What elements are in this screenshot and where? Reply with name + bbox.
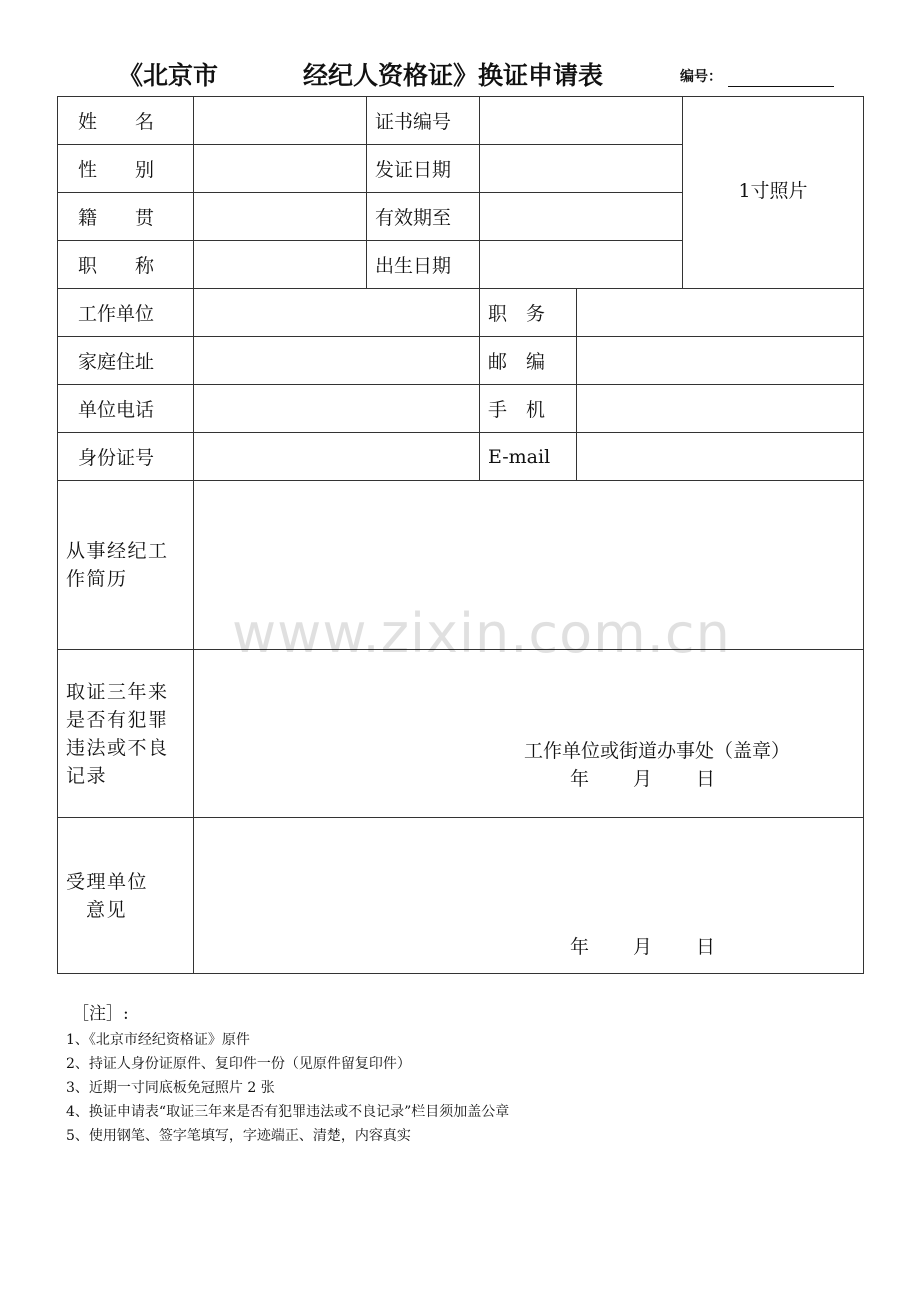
label-resume: 从事经纪工作简历 [58, 481, 194, 650]
application-form-table [57, 96, 864, 974]
label-postcode: 邮 编 [480, 337, 577, 385]
row-acceptance [58, 818, 864, 974]
row-work-unit [58, 289, 864, 337]
note-item-1: 1、《北京市经纪资格证》原件 [66, 1032, 250, 1048]
row-record [58, 650, 864, 818]
label-title-rank: 职 称 [58, 241, 194, 289]
acceptance-month-label: 月 [633, 936, 653, 958]
note-item-4: 4、换证申请表“取证三年来是否有犯罪违法或不良记录”栏目须加盖公章 [66, 1104, 510, 1120]
label-gender: 性 别 [58, 145, 194, 193]
acceptance-date [570, 932, 715, 959]
input-acceptance[interactable] [194, 818, 864, 974]
label-home-address: 家庭住址 [58, 337, 194, 385]
label-name: 姓 名 [58, 97, 194, 145]
record-date [570, 764, 715, 791]
note-item-5: 5、使用钢笔、签字笔填写，字迹端正、清楚，内容真实 [66, 1128, 411, 1144]
input-unit-phone[interactable] [194, 385, 480, 433]
record-year-label: 年 [570, 768, 590, 790]
input-record[interactable] [194, 650, 864, 818]
photo-label: 1寸照片 [738, 180, 808, 202]
input-id-number[interactable] [194, 433, 480, 481]
input-native-place[interactable] [194, 193, 367, 241]
label-acceptance [58, 818, 194, 974]
input-gender[interactable] [194, 145, 367, 193]
label-valid-until: 有效期至 [367, 193, 480, 241]
title-part-1: 《北京市 [118, 61, 219, 90]
note-item-3: 3、近期一寸同底板免冠照片 2 张 [66, 1080, 275, 1096]
stamp-label: 工作单位或街道办事处（盖章） [524, 740, 791, 762]
label-unit-phone: 单位电话 [58, 385, 194, 433]
title-part-2: 经纪人资格证》换证申请表 [303, 61, 604, 90]
label-email: E-mail [480, 433, 577, 481]
row-unit-phone [58, 385, 864, 433]
acceptance-year-label: 年 [570, 936, 590, 958]
number-label: 编号： [680, 69, 722, 85]
input-valid-until[interactable] [480, 193, 683, 241]
acceptance-label-line-2: 意见 [86, 898, 128, 921]
input-home-address[interactable] [194, 337, 480, 385]
input-title-rank[interactable] [194, 241, 367, 289]
label-record: 取证三年来是否有犯罪违法或不良记录 [58, 650, 194, 818]
note-item-2: 2、持证人身份证原件、复印件一份（见原件留复印件） [66, 1056, 411, 1072]
input-name[interactable] [194, 97, 367, 145]
label-cert-no: 证书编号 [367, 97, 480, 145]
input-mobile[interactable] [577, 385, 864, 433]
number-blank[interactable] [728, 86, 834, 87]
label-id-number: 身份证号 [58, 433, 194, 481]
acceptance-day-label: 日 [696, 936, 716, 958]
row-home-address [58, 337, 864, 385]
row-id-number [58, 433, 864, 481]
input-work-unit[interactable] [194, 289, 480, 337]
label-position: 职 务 [480, 289, 577, 337]
label-issue-date: 发证日期 [367, 145, 480, 193]
record-month-label: 月 [633, 768, 653, 790]
label-mobile: 手 机 [480, 385, 577, 433]
watermark: www.zixin.com.cn [232, 602, 731, 665]
input-postcode[interactable] [577, 337, 864, 385]
input-cert-no[interactable] [480, 97, 683, 145]
input-position[interactable] [577, 289, 864, 337]
notes-section [66, 1000, 509, 1148]
record-day-label: 日 [696, 768, 716, 790]
input-birth-date[interactable] [480, 241, 683, 289]
notes-header: ［注］: [72, 1004, 129, 1024]
label-work-unit: 工作单位 [58, 289, 194, 337]
form-title [0, 56, 920, 96]
label-birth-date: 出生日期 [367, 241, 480, 289]
acceptance-label-line-1: 受理单位 [66, 870, 149, 893]
label-native-place: 籍 贯 [58, 193, 194, 241]
input-issue-date[interactable] [480, 145, 683, 193]
row-name [58, 97, 864, 145]
input-email[interactable] [577, 433, 864, 481]
photo-box[interactable] [683, 97, 864, 289]
